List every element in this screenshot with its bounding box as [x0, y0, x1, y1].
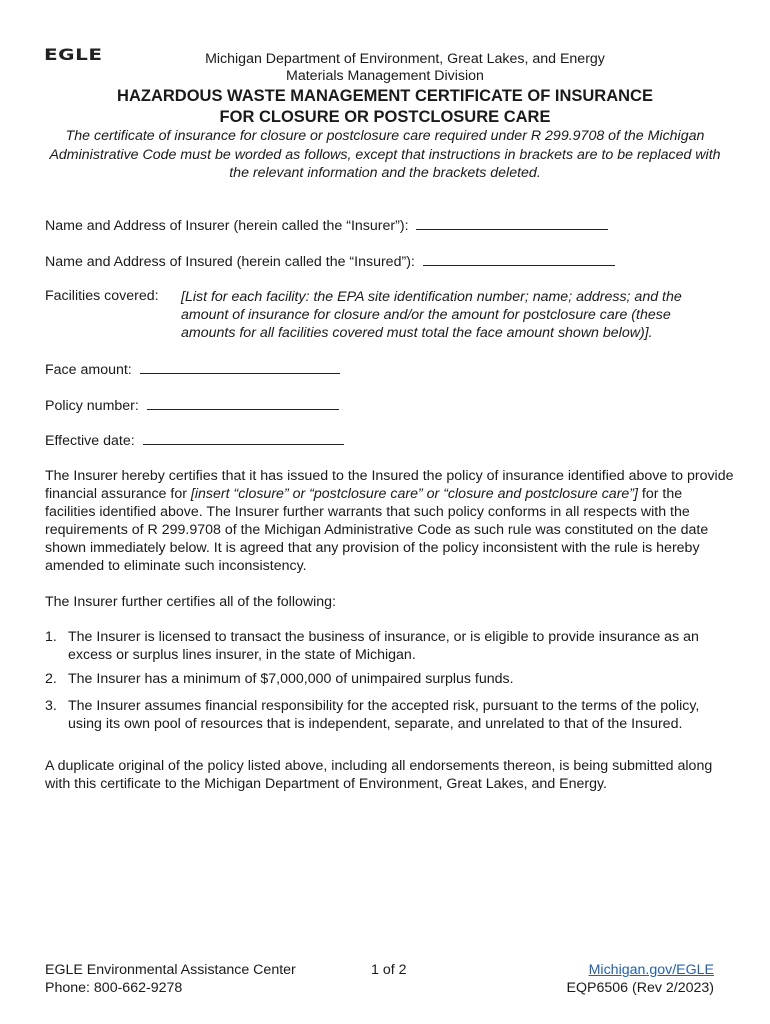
face-amount-label: Face amount:: [45, 362, 132, 378]
policy-number-field: [45, 396, 339, 414]
list-item: [45, 670, 735, 688]
duplicate-original-paragraph: A duplicate original of the policy listed above, including all endorsements thereon, is being submitted along with this certificate to the Michigan Department of Environment, Great Lakes, and Energy.: [45, 758, 713, 792]
department-name: Michigan Department of Environment, Great Lakes, and Energy: [205, 51, 605, 67]
facilities-instructions: [List for each facility: the EPA site identification number; name; address; and the amount of insurance for closure and/or the amount for postclosure care (these amounts for all facilities covered must total the face amount shown below)].: [181, 289, 682, 341]
list-text: The Insurer is licensed to transact the business of insurance, or is eligible to provide insurance as an excess or surplus lines insurer, in the state of Michigan.: [68, 629, 699, 663]
insured-blank[interactable]: [423, 252, 615, 266]
certification-text-b: for the facilities identified above. The Insurer further warrants that such policy conforms in all respects with the requirements of R 299.9708 of the Michigan Administrative Code as such rule was constituted on the date shown immediately below. It is agreed that any provision of the policy inconsistent with the rule is hereby amended to eliminate such inconsistency.: [45, 486, 709, 574]
insurer-field: [45, 216, 608, 234]
insured-label: Name and Address of Insured (herein called the “Insured”):: [45, 254, 415, 270]
policy-number-blank[interactable]: [147, 396, 339, 410]
further-certifies-paragraph: The Insurer further certifies all of the following:: [45, 594, 336, 610]
list-number: 2.: [45, 671, 57, 687]
certification-text-a: The Insurer hereby certifies that it has issued to the Insured the policy of insurance identified above to provide financial assurance for: [45, 468, 734, 502]
policy-number-label: Policy number:: [45, 398, 139, 414]
list-item: [45, 628, 735, 664]
intro-instructions: The certificate of insurance for closure or postclosure care required under R 299.9708 of the Michigan Administrative Code must be worded as follows, except that instructions in brackets are to be replaced with the relevant information and the brackets deleted.: [49, 128, 721, 181]
list-text: The Insurer assumes financial responsibility for the accepted risk, pursuant to the terms of the policy, using its own pool of resources that is independent, separate, and unrelated to that of the Insured.: [68, 698, 700, 732]
list-text: The Insurer has a minimum of $7,000,000 of unimpaired surplus funds.: [68, 671, 514, 687]
face-amount-field: [45, 360, 340, 378]
effective-date-blank[interactable]: [143, 431, 344, 445]
list-item: [45, 697, 735, 733]
certification-paragraph: [45, 467, 735, 575]
division-name: Materials Management Division: [286, 68, 484, 84]
footer-phone: Phone: 800-662-9278: [45, 980, 183, 996]
document-title-line-1: HAZARDOUS WASTE MANAGEMENT CERTIFICATE OF INSURANCE: [117, 87, 653, 105]
insurer-blank[interactable]: [416, 216, 608, 230]
certification-insert-instruction: [insert “closure” or “postclosure care” or “closure and postclosure care”]: [190, 486, 638, 502]
list-number: 3.: [45, 698, 57, 714]
document-title-line-2: FOR CLOSURE OR POSTCLOSURE CARE: [219, 108, 551, 126]
footer-contact: [45, 961, 296, 997]
list-number: 1.: [45, 629, 57, 645]
footer-right: [567, 961, 714, 997]
website-link[interactable]: Michigan.gov/EGLE: [588, 962, 714, 978]
insured-field: [45, 252, 615, 270]
insurer-label: Name and Address of Insurer (herein called the “Insurer”):: [45, 218, 409, 234]
form-id: EQP6506 (Rev 2/2023): [566, 980, 714, 996]
effective-date-field: [45, 431, 344, 449]
egle-logo: EGLE: [44, 45, 103, 65]
page-number: 1 of 2: [371, 962, 407, 978]
face-amount-blank[interactable]: [140, 360, 340, 374]
facilities-label: Facilities covered:: [45, 288, 159, 304]
footer-center-name: EGLE Environmental Assistance Center: [45, 962, 296, 978]
effective-date-label: Effective date:: [45, 433, 135, 449]
